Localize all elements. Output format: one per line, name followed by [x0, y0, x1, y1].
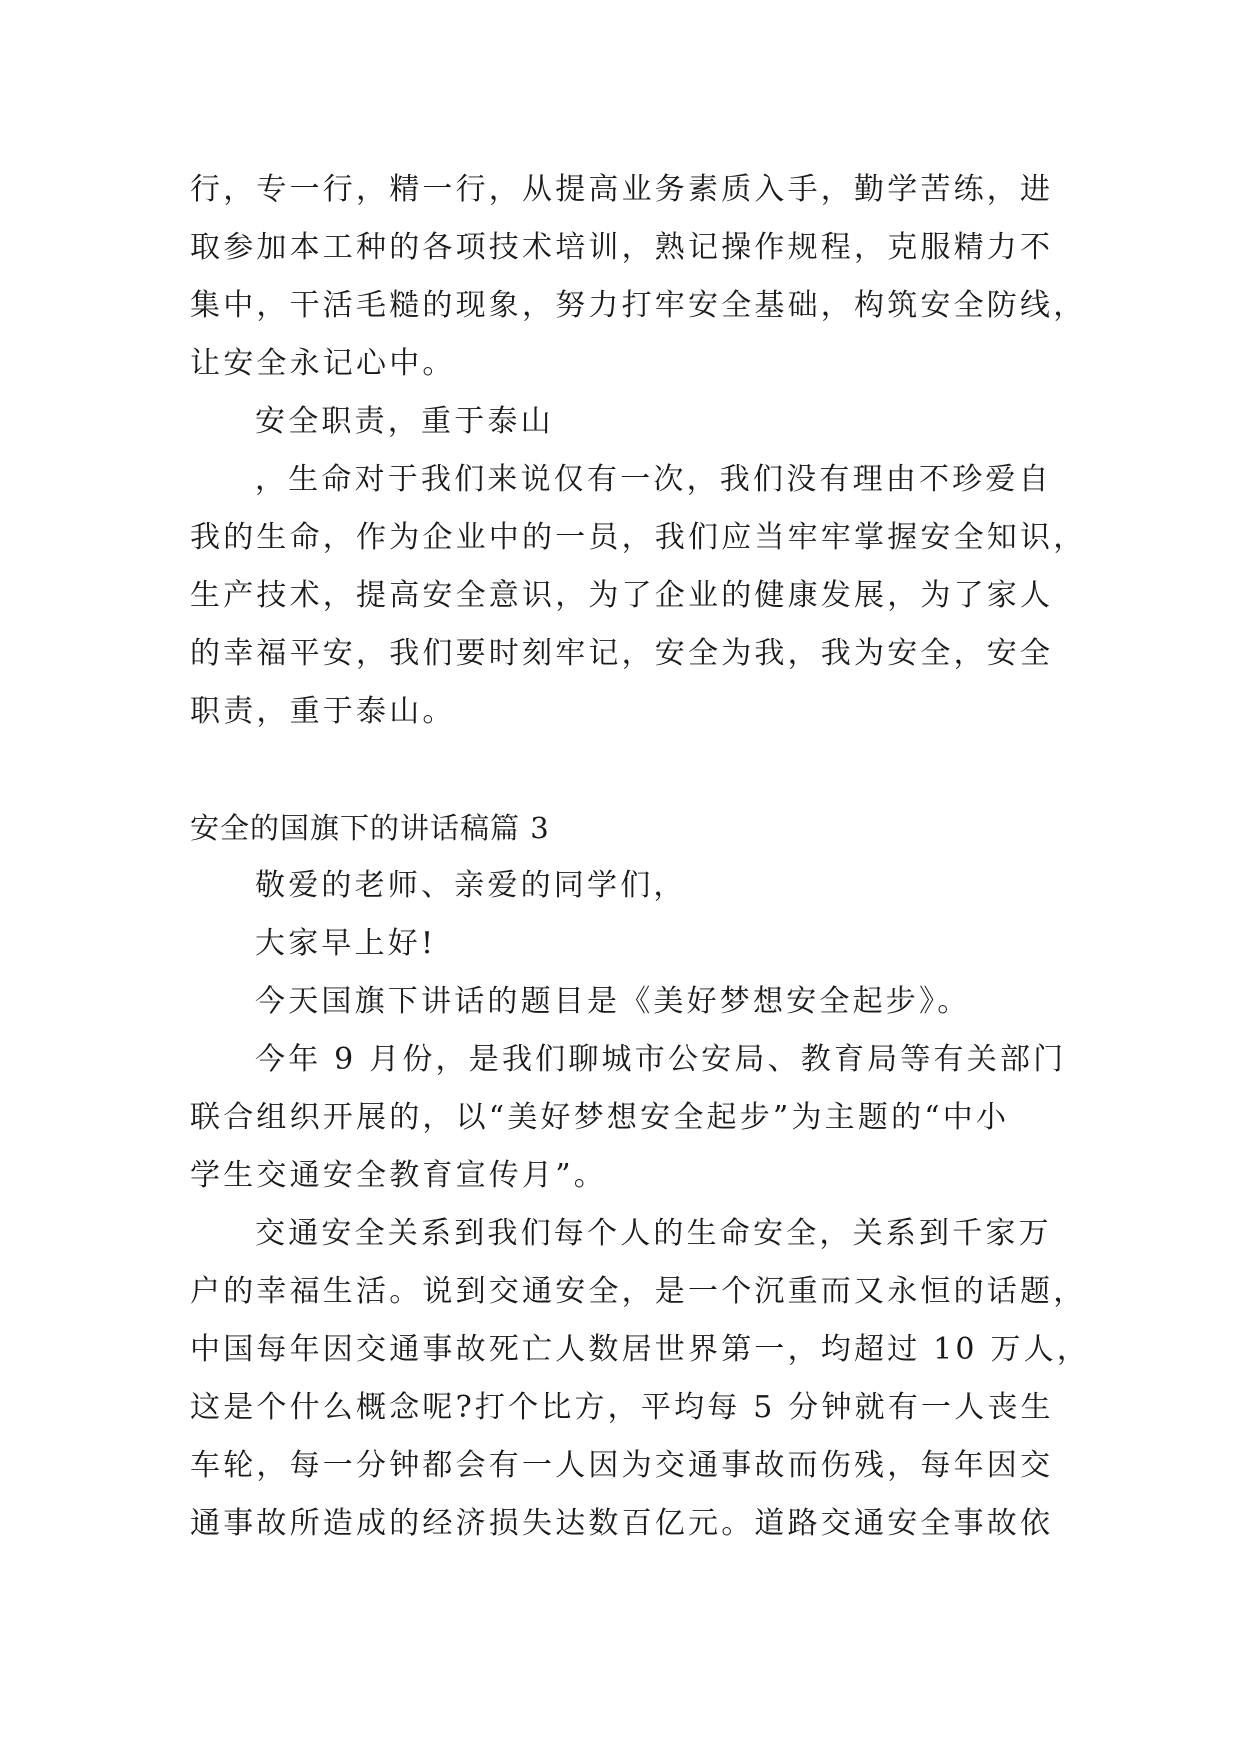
paragraph-line: 交通安全关系到我们每个人的生命安全，关系到千家万: [255, 1216, 1052, 1251]
paragraph-line: 通事故所造成的经济损失达数百亿元。道路交通安全事故依: [190, 1506, 1054, 1541]
paragraph-line: 集中，干活毛糙的现象，努力打牢安全基础，构筑安全防线，: [190, 288, 1087, 323]
paragraph-line: ，生命对于我们来说仅有一次，我们没有理由不珍爱自: [255, 462, 1052, 497]
greeting-line: 大家早上好!: [255, 926, 437, 961]
paragraph-line: 学生交通安全教育宣传月”。: [190, 1158, 607, 1193]
paragraph-line: 中国每年因交通事故死亡人数居世界第一，均超过 10 万人，: [190, 1332, 1091, 1367]
paragraph-line: 我的生命，作为企业中的一员，我们应当牢牢掌握安全知识，: [190, 520, 1087, 555]
section-subtitle: 安全职责，重于泰山: [255, 404, 554, 439]
paragraph-line: 联合组织开展的，以“美好梦想安全起步”为主题的“中小: [190, 1100, 1010, 1135]
paragraph-line: 户的幸福生活。说到交通安全，是一个沉重而又永恒的话题，: [190, 1274, 1087, 1309]
paragraph-line: 的幸福平安，我们要时刻牢记，安全为我，我为安全，安全: [190, 636, 1054, 671]
paragraph-line: 今天国旗下讲话的题目是《美好梦想安全起步》。: [255, 984, 971, 1019]
paragraph-line: 行，专一行，精一行，从提高业务素质入手，勤学苦练，进: [190, 172, 1054, 207]
paragraph-line: 取参加本工种的各项技术培训，熟记操作规程，克服精力不: [190, 230, 1054, 265]
paragraph-line: 生产技术，提高安全意识，为了企业的健康发展，为了家人: [190, 578, 1054, 613]
paragraph-line: 让安全永记心中。: [190, 346, 456, 381]
paragraph-line: 车轮，每一分钟都会有一人因为交通事故而伤残，每年因交: [190, 1448, 1054, 1483]
paragraph-line: 这是个什么概念呢?打个比方，平均每 5 分钟就有一人丧生: [190, 1390, 1054, 1425]
section-heading: 安全的国旗下的讲话稿篇 3: [190, 811, 550, 845]
paragraph-line: 今年 9 月份，是我们聊城市公安局、教育局等有关部门: [255, 1042, 1067, 1077]
paragraph-line: 职责，重于泰山。: [190, 694, 456, 729]
salutation-line: 敬爱的老师、亲爱的同学们，: [255, 868, 687, 903]
